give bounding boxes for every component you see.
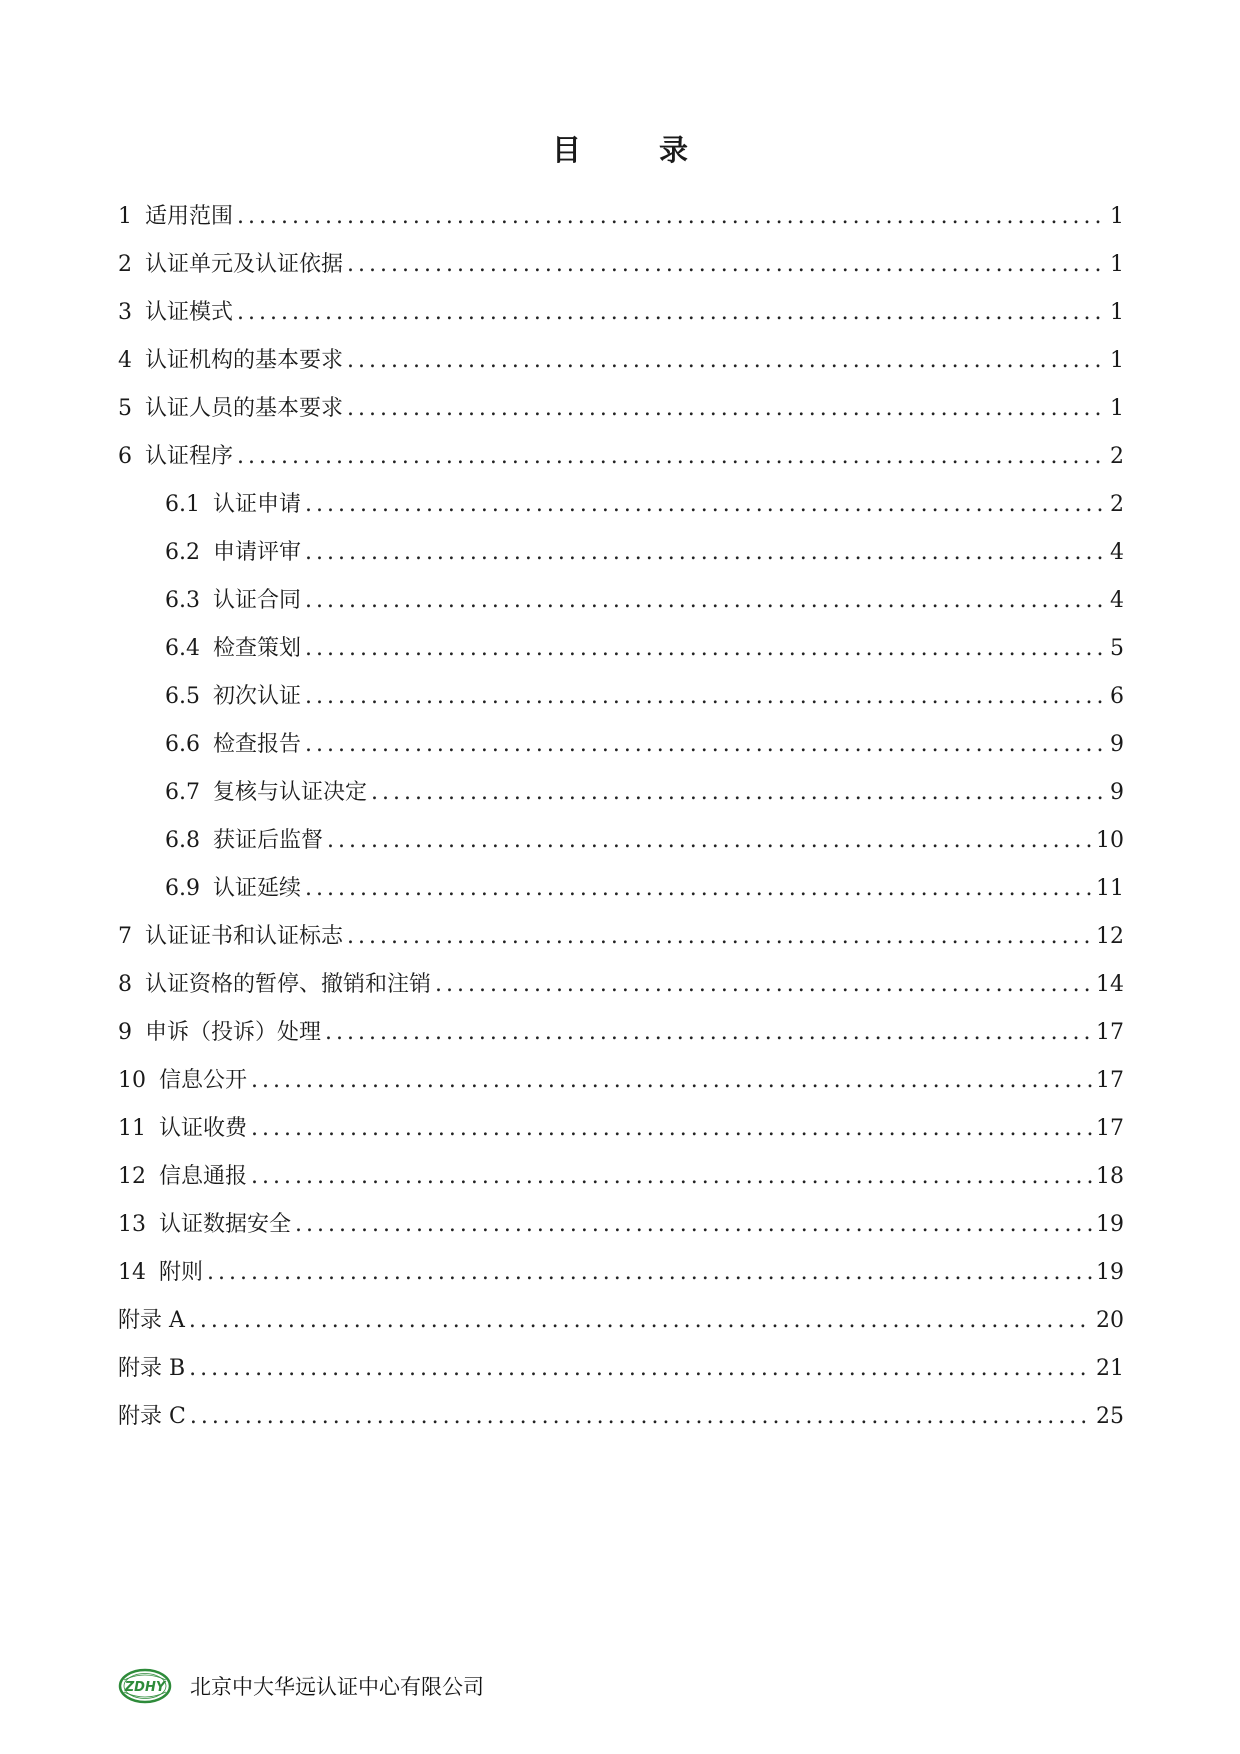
toc-entry-page-number: 9: [1110, 732, 1124, 757]
toc-entry[interactable]: [118, 241, 1124, 289]
toc-entry-number: 12: [118, 1164, 146, 1189]
toc-entry-text: 申请评审: [213, 540, 302, 565]
toc-entry-number: 2: [118, 252, 132, 277]
toc-entry-label: [165, 625, 301, 673]
toc-entry[interactable]: [118, 577, 1124, 625]
toc-entry-label: [165, 721, 301, 769]
toc-entry-label: [118, 1009, 321, 1057]
toc-entry-number: 10: [118, 1068, 146, 1093]
toc-entry-number: 14: [118, 1260, 146, 1285]
toc-entry-number: 6.6: [165, 732, 200, 757]
toc-entry-number: 5: [118, 396, 132, 421]
toc-entry-label: [118, 1393, 186, 1441]
toc-entry-text: 认证模式: [145, 300, 234, 325]
toc-entry-label: [118, 1297, 185, 1345]
toc-entry-label: [118, 1105, 247, 1153]
toc-entry[interactable]: [118, 385, 1124, 433]
toc-entry-page-number: 18: [1096, 1164, 1124, 1189]
toc-leader-dots: [305, 625, 1106, 673]
toc-entry-page-number: 1: [1110, 396, 1124, 421]
toc-entry-label: [165, 769, 367, 817]
toc-entry[interactable]: [118, 625, 1124, 673]
toc-leader-dots: [237, 289, 1106, 337]
toc-entry[interactable]: [118, 721, 1124, 769]
toc-entry-label: [118, 1057, 247, 1105]
toc-entry-label: [165, 865, 301, 913]
toc-entry[interactable]: [118, 1345, 1124, 1393]
toc-entry-number: 6.1: [165, 492, 200, 517]
toc-entry-page-number: 12: [1096, 924, 1124, 949]
toc-entry[interactable]: [118, 913, 1124, 961]
toc-entry[interactable]: [118, 193, 1124, 241]
toc-entry[interactable]: [118, 289, 1124, 337]
toc-entry-text: 附录 A: [118, 1308, 185, 1333]
toc-entry[interactable]: [118, 1297, 1124, 1345]
toc-leader-dots: [347, 913, 1092, 961]
toc-leader-dots: [207, 1249, 1092, 1297]
toc-entry-page-number: 1: [1110, 204, 1124, 229]
toc-entry-text: 认证收费: [159, 1116, 248, 1141]
toc-entry-text: 认证单元及认证依据: [145, 252, 344, 277]
toc-entry-page-number: 21: [1096, 1356, 1124, 1381]
page-footer: [118, 1668, 484, 1704]
toc-entry[interactable]: [118, 1057, 1124, 1105]
toc-entry-number: 7: [118, 924, 132, 949]
toc-leader-dots: [347, 241, 1106, 289]
toc-entry-text: 认证申请: [213, 492, 302, 517]
toc-entry-label: [118, 289, 233, 337]
toc-entry-number: 11: [118, 1116, 146, 1141]
toc-leader-dots: [305, 673, 1106, 721]
toc-entry-page-number: 19: [1096, 1212, 1124, 1237]
toc-title: 目 录: [551, 133, 723, 167]
toc-entry-page-number: 20: [1096, 1308, 1124, 1333]
toc-entry-text: 认证人员的基本要求: [145, 396, 344, 421]
toc-entry-label: [118, 1345, 185, 1393]
toc-entry-page-number: 19: [1096, 1260, 1124, 1285]
toc-entry-text: 认证延续: [213, 876, 302, 901]
toc-entry-page-number: 17: [1096, 1020, 1124, 1045]
toc-entry-number: 6.7: [165, 780, 200, 805]
toc-entry-label: [118, 337, 343, 385]
toc-entry-page-number: 4: [1110, 540, 1124, 565]
toc-entry-label: [118, 433, 233, 481]
toc-entry[interactable]: [118, 865, 1124, 913]
toc-entry-text: 检查策划: [213, 636, 302, 661]
toc-entry-text: 认证证书和认证标志: [145, 924, 344, 949]
toc-entry-label: [165, 817, 323, 865]
toc-entry-label: [118, 241, 343, 289]
toc-entry-page-number: 9: [1110, 780, 1124, 805]
toc-entry-text: 附则: [159, 1260, 204, 1285]
toc-entry-text: 获证后监督: [213, 828, 324, 853]
toc-entry-text: 附录 B: [118, 1356, 186, 1381]
toc-entry-page-number: 1: [1110, 300, 1124, 325]
toc-entry-page-number: 1: [1110, 252, 1124, 277]
toc-entry-text: 复核与认证决定: [213, 780, 368, 805]
toc-entry-number: 8: [118, 972, 132, 997]
toc-entry[interactable]: [118, 769, 1124, 817]
toc-entry-page-number: 17: [1096, 1116, 1124, 1141]
toc-entry-page-number: 10: [1096, 828, 1124, 853]
toc-entry-text: 认证合同: [213, 588, 302, 613]
toc-entry[interactable]: [118, 1153, 1124, 1201]
toc-entry[interactable]: [118, 961, 1124, 1009]
toc-leader-dots: [347, 385, 1106, 433]
toc-entry-label: [118, 1153, 247, 1201]
toc-entry-number: 6.9: [165, 876, 200, 901]
toc-entry-text: 信息公开: [159, 1068, 248, 1093]
toc-leader-dots: [305, 865, 1092, 913]
toc-leader-dots: [325, 1009, 1092, 1057]
toc-entry-page-number: 2: [1110, 444, 1124, 469]
toc-leader-dots: [251, 1153, 1092, 1201]
toc-entry-page-number: 6: [1110, 684, 1124, 709]
toc-leader-dots: [237, 193, 1106, 241]
toc-leader-dots: [305, 481, 1106, 529]
toc-entry-page-number: 17: [1096, 1068, 1124, 1093]
toc-entry-label: [165, 529, 301, 577]
toc-leader-dots: [347, 337, 1106, 385]
toc-entry[interactable]: [118, 1201, 1124, 1249]
toc-leader-dots: [371, 769, 1106, 817]
toc-entry-text: 适用范围: [145, 204, 234, 229]
toc-entry-text: 认证资格的暂停、撤销和注销: [145, 972, 432, 997]
toc-leader-dots: [190, 1393, 1092, 1441]
logo-text: ZDHY: [124, 1680, 166, 1695]
toc-leader-dots: [251, 1057, 1092, 1105]
toc-entry[interactable]: [118, 1393, 1124, 1441]
toc-entry[interactable]: [118, 1105, 1124, 1153]
toc-entry-text: 信息通报: [159, 1164, 248, 1189]
toc-leader-dots: [327, 817, 1092, 865]
toc-leader-dots: [305, 529, 1106, 577]
toc-leader-dots: [251, 1105, 1092, 1153]
toc-entry[interactable]: [118, 481, 1124, 529]
toc-entry-label: [118, 193, 233, 241]
toc-leader-dots: [189, 1297, 1092, 1345]
toc-entry-number: 6.8: [165, 828, 200, 853]
toc-entry[interactable]: [118, 1009, 1124, 1057]
toc-leader-dots: [237, 433, 1106, 481]
toc-leader-dots: [435, 961, 1092, 1009]
toc-entry-page-number: 4: [1110, 588, 1124, 613]
toc-entry-text: 认证数据安全: [159, 1212, 292, 1237]
toc-entry-page-number: 1: [1110, 348, 1124, 373]
toc-entry-label: [118, 961, 431, 1009]
toc-entry-number: 6.4: [165, 636, 200, 661]
toc-entry[interactable]: [118, 673, 1124, 721]
toc-leader-dots: [305, 577, 1106, 625]
toc-entry-text: 初次认证: [213, 684, 302, 709]
toc-entry-text: 申诉（投诉）处理: [145, 1020, 322, 1045]
toc-entry-number: 3: [118, 300, 132, 325]
toc-entry-number: 4: [118, 348, 132, 373]
toc-entry[interactable]: [118, 1249, 1124, 1297]
toc-entry-label: [165, 481, 301, 529]
toc-entry-text: 认证机构的基本要求: [145, 348, 344, 373]
toc-entry-label: [118, 1201, 291, 1249]
toc-entry-label: [118, 913, 343, 961]
toc-entry-number: 6.3: [165, 588, 200, 613]
toc-leader-dots: [295, 1201, 1092, 1249]
toc-entry-page-number: 5: [1110, 636, 1124, 661]
toc-entry-page-number: 2: [1110, 492, 1124, 517]
toc-leader-dots: [305, 721, 1106, 769]
toc-entry-text: 检查报告: [213, 732, 302, 757]
toc-entry[interactable]: [118, 337, 1124, 385]
toc-entry-number: 9: [118, 1020, 132, 1045]
toc-entry-number: 6: [118, 444, 132, 469]
toc-entry-page-number: 14: [1096, 972, 1124, 997]
toc-leader-dots: [189, 1345, 1092, 1393]
toc-entry-label: [118, 1249, 203, 1297]
toc-entry[interactable]: [118, 817, 1124, 865]
toc-entry-number: 6.5: [165, 684, 200, 709]
toc-entry-number: 13: [118, 1212, 146, 1237]
toc-entry[interactable]: [118, 433, 1124, 481]
company-name: 北京中大华远认证中心有限公司: [190, 1675, 484, 1699]
toc-entry-label: [165, 577, 301, 625]
toc-entry-page-number: 11: [1096, 876, 1124, 901]
toc-entry[interactable]: [118, 529, 1124, 577]
toc-entry-label: [118, 385, 343, 433]
toc-entry-number: 6.2: [165, 540, 200, 565]
toc-entry-text: 附录 C: [118, 1404, 186, 1429]
table-of-contents: [118, 193, 1124, 1441]
toc-entry-page-number: 25: [1096, 1404, 1124, 1429]
company-logo-icon: [118, 1668, 172, 1704]
toc-entry-number: 1: [118, 204, 132, 229]
toc-entry-text: 认证程序: [145, 444, 234, 469]
toc-entry-label: [165, 673, 301, 721]
